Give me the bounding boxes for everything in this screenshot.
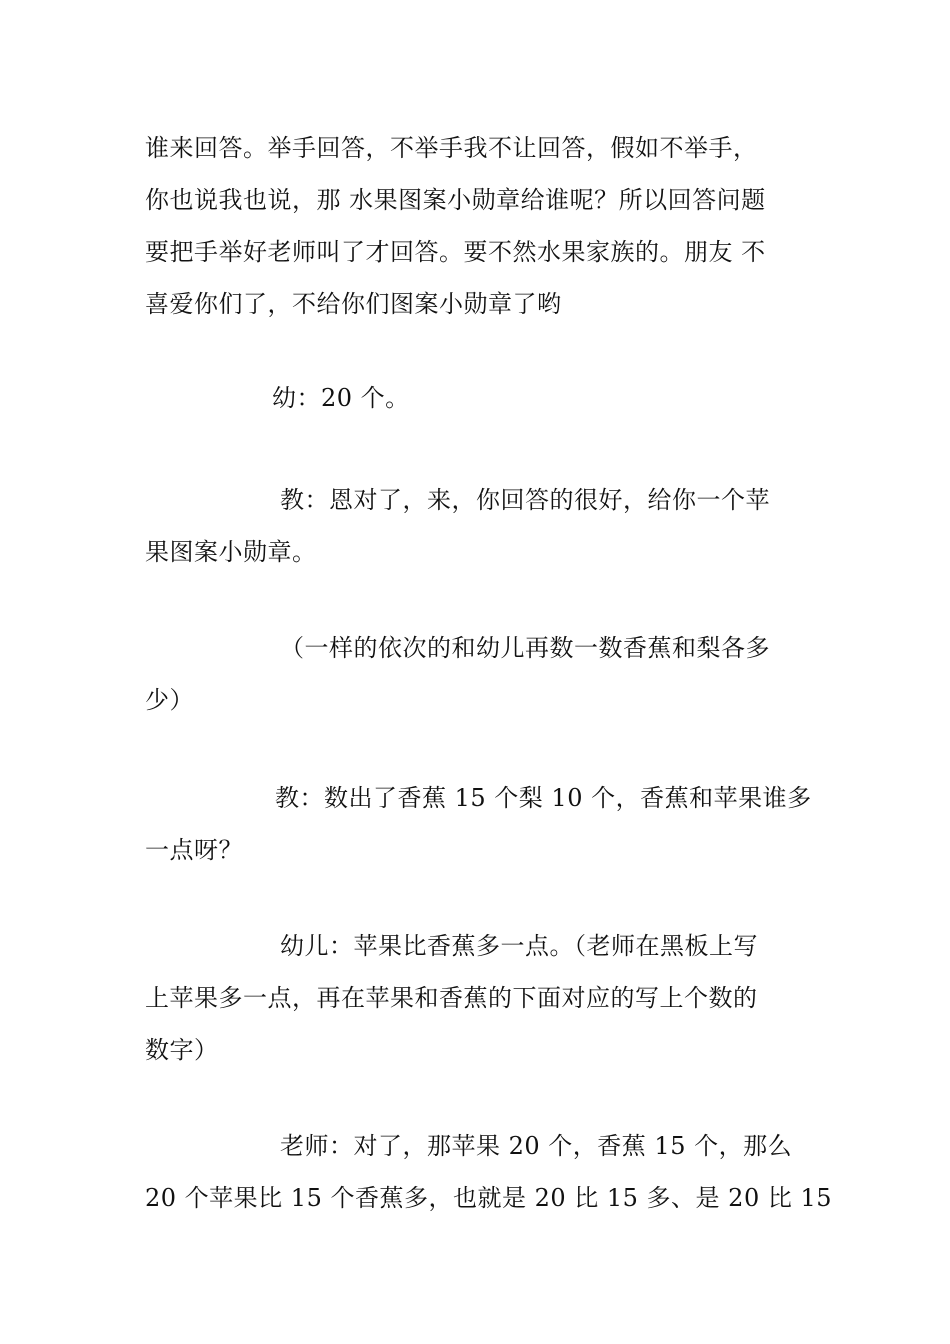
text-line: 教：恩对了，来，你回答的很好，给你一个苹 <box>280 486 770 514</box>
text-line: 幼：20 个。 <box>272 384 410 412</box>
text-line: 要把手举好老师叫了才回答。要不然水果家族的。朋友 不 <box>145 238 766 266</box>
paragraph-child-answer <box>145 372 810 424</box>
paragraph-raise-hand-rule <box>145 122 810 330</box>
text-line: 数字） <box>145 1036 219 1064</box>
text-line: 喜爱你们了，不给你们图案小勋章了哟 <box>145 290 562 318</box>
text-line: 谁来回答。举手回答，不举手我不让回答，假如不举手， <box>145 134 758 162</box>
text-line: 老师：对了，那苹果 20 个，香蕉 15 个，那么 <box>280 1132 793 1160</box>
text-line: 教：数出了香蕉 15 个梨 10 个，香蕉和苹果谁多 <box>275 784 812 812</box>
text-line: 果图案小勋章。 <box>145 538 317 566</box>
text-line: 少） <box>145 686 194 714</box>
text-line: 幼儿：苹果比香蕉多一点。（老师在黑板上写 <box>280 932 758 960</box>
text-line: 20 个苹果比 15 个香蕉多，也就是 20 比 15 多、是 20 比 15 <box>145 1184 833 1212</box>
text-line: （一样的依次的和幼儿再数一数香蕉和梨各多 <box>280 634 770 662</box>
paragraph-teacher-praise <box>145 474 810 578</box>
paragraph-child-reply <box>145 920 810 1076</box>
paragraph-counting-note <box>145 622 810 726</box>
text-line: 一点呀？ <box>145 836 243 864</box>
text-line: 你也说我也说，那 水果图案小勋章给谁呢？所以回答问题 <box>145 186 766 214</box>
paragraph-teacher-question <box>145 772 810 876</box>
paragraph-teacher-comparison <box>145 1120 833 1224</box>
text-line: 上苹果多一点，再在苹果和香蕉的下面对应的写上个数的 <box>145 984 758 1012</box>
